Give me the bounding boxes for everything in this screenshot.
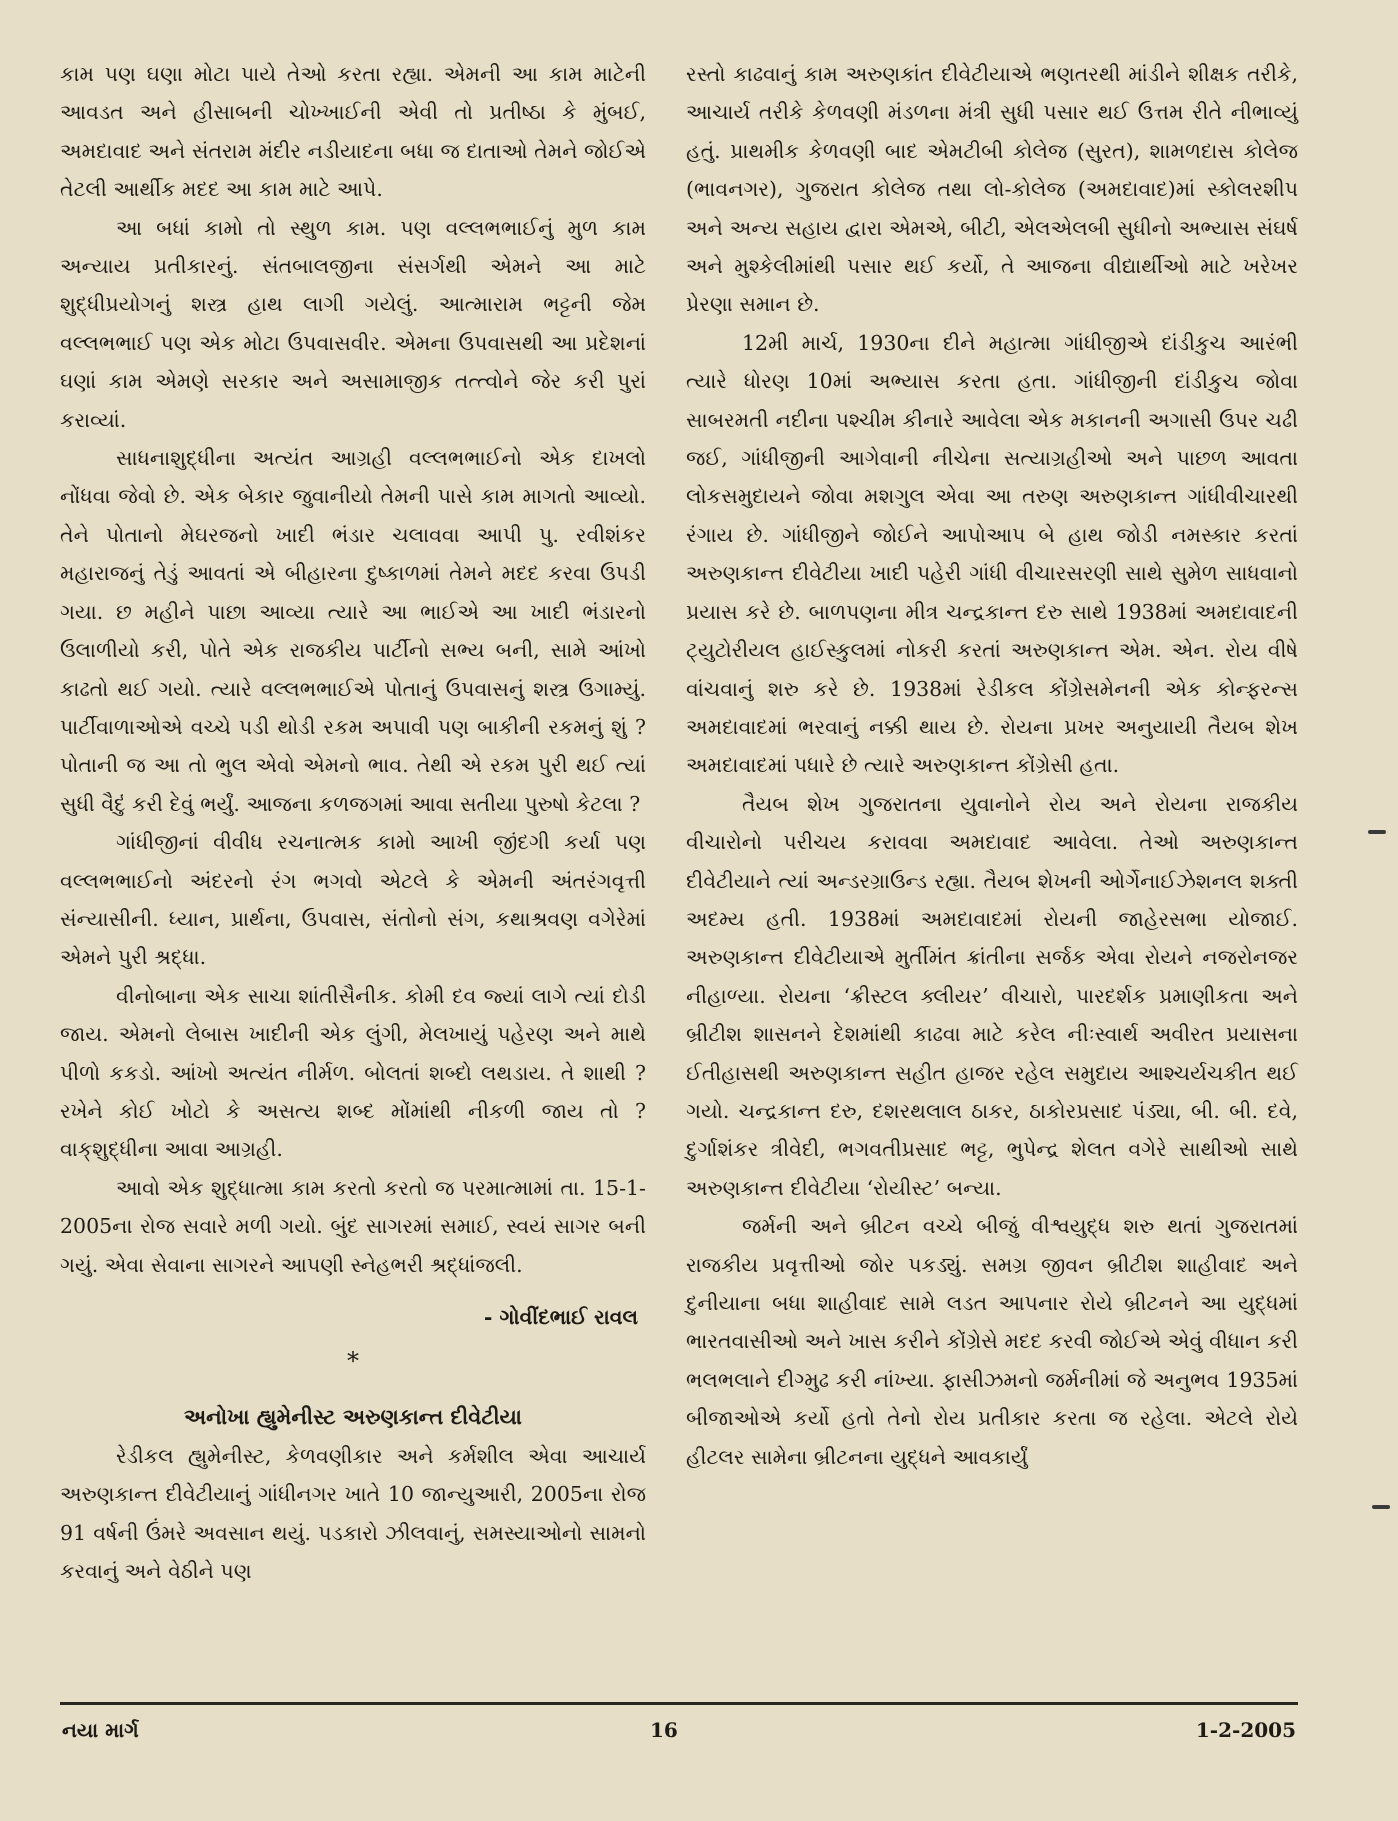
paragraph: રેડીકલ હ્યુમેનીસ્ટ, કેળવણીકાર અને કર્મશીલ એવા આચાર્ય અરુણકાન્ત દીવેટીયાનું ગાંધીનગર ખાતે 10 જાન્યુઆરી, 2005ના રોજ 91 વર્ષની ઉંમરે અવસાન થયું. પડકારો ઝીલવાનું, સમસ્યાઓનો સામનો કરવાનું અને વેઠીને પણ: [60, 1443, 646, 1584]
page-number: 16: [650, 1718, 678, 1742]
paragraph: રસ્તો કાઢવાનું કામ અરુણકાંત દીવેટીયાએ ભણતરથી માંડીને શીક્ષક તરીકે, આચાર્ય તરીકે કેળવણી મંડળના મંત્રી સુધી પસાર થઈ ઉત્તમ રીતે નીભાવ્યું હતું. પ્રાથમીક કેળવણી બાદ એમટીબી કોલેજ (સુરત), શામળદાસ કોલેજ (ભાવનગર), ગુજરાત કોલેજ તથા લો-કોલેજ (અમદાવાદ)માં સ્કોલરશીપ અને અન્ય સહાય દ્વારા એમએ, બીટી, એલએલબી સુધીનો અભ્યાસ સંઘર્ષ અને મુશ્કેલીમાંથી પસાર થઈ કર્યો, તે આજના વીદ્યાર્થીઓ માટે ખરેખર પ્રેરણા સમાન છે.: [686, 62, 1298, 317]
section-separator: *: [347, 1347, 359, 1376]
issue-date: 1-2-2005: [1195, 1718, 1296, 1742]
paragraph: 12મી માર્ચ, 1930ના દીને મહાત્મા ગાંધીજીએ દાંડીકુચ આરંભી ત્યારે ધોરણ 10માં અભ્યાસ કરતા હતા. ગાંધીજીની દાંડીકુચ જોવા સાબરમતી નદીના પશ્ચીમ કીનારે આવેલા એક મકાનની અગાસી ઉપર ચઢી જઈ, ગાંધીજીની આગેવાની નીચેના સત્યાગ્રહીઓ અને પાછળ આવતા લોકસમુદાયને જોવા મશગુલ એવા આ તરુણ અરુણકાન્ત ગાંધીવીચારથી રંગાય છે. ગાંધીજીને જોઈને આપોઆપ બે હાથ જોડી નમસ્કાર કરતાં અરુણકાન્ત દીવેટીયા ખાદી પહેરી ગાંધી વીચારસરણી સાથે સુમેળ સાધવાનો પ્રયાસ કરે છે. બાળપણના મીત્ર ચન્દ્રકાન્ત દરુ સાથે 1938માં અમદાવાદની ટ્યુટોરીયલ હાઈસ્કુલમાં નોકરી કરતાં અરુણકાન્ત એમ. એન. રોય વીષે વાંચવાનું શરુ કરે છે. 1938માં રેડીકલ કોંગ્રેસમેનની એક કોન્ફરન્સ અમદાવાદમાં ભરવાનું નક્કી થાય છે. રોયના પ્રખર અનુયાયી તૈયબ શેખ અમદાવાદમાં પધારે છે ત્યારે અરુણકાન્ત કોંગ્રેસી હતા.: [686, 330, 1298, 778]
paragraph: વીનોબાના એક સાચા શાંતીસૈનીક. કોમી દવ જ્યાં લાગે ત્યાં દોડી જાય. એમનો લેબાસ ખાદીની એક લુંગી, મેલખાયું પહેરણ અને માથે પીળો કકડો. આંખો અત્યંત નીર્મળ. બોલતાં શબ્દો લથડાય. તે શાથી ? રખેને કોઈ ખોટો કે અસત્ય શબ્દ મોંમાંથી નીકળી જાય તો ? વાક્‌શુદ્ધીના આવા આગ્રહી.: [60, 983, 646, 1162]
paragraph: તૈયબ શેખ ગુજરાતના યુવાનોને રોય અને રોયના રાજકીય વીચારોનો પરીચય કરાવવા અમદાવાદ આવેલા. તેઓ અરુણકાન્ત દીવેટીયાને ત્યાં અન્ડરગ્રાઉન્ડ રહ્યા. તૈયબ શેખની ઓર્ગેનાઈઝેશનલ શક્તી અદમ્ય હતી. 1938માં અમદાવાદમાં રોયની જાહેરસભા યોજાઈ. અરુણકાન્ત દીવેટીયાએ મુર્તીમંત ક્રાંતીના સર્જક એવા રોયને નજરોનજર નીહાળ્યા. રોયના ‘ક્રીસ્ટલ ક્લીયર’ વીચારો, પારદર્શક પ્રમાણીકતા અને બ્રીટીશ શાસનને દેશમાંથી કાઢવા માટે કરેલ નીઃસ્વાર્થ અવીરત પ્રયાસના ઈતીહાસથી અરુણકાન્ત સહીત હાજર રહેલ સમુદાય આશ્ચર્યચકીત થઈ ગયો. ચન્દ્રકાન્ત દરુ, દશરથલાલ ઠાકર, ઠાકોરપ્રસાદ પંડ્યા, બી. બી. દવે, દુર્ગાશંકર ત્રીવેદી, ભગવતીપ્રસાદ ભટ્ટ, ભુપેન્દ્ર શેલત વગેરે સાથીઓ સાથે અરુણકાન્ત દીવેટીયા ‘રોયીસ્ટ’ બન્યા.: [686, 791, 1298, 1200]
article-heading: અનોખા હ્યુમેનીસ્ટ અરુણકાન્ત દીવેટીયા: [184, 1404, 522, 1430]
paragraph: ગાંધીજીનાં વીવીધ રચનાત્મક કામો આખી જીંદગી કર્યા પણ વલ્લભભાઈનો અંદરનો રંગ ભગવો એટલે કે એમની અંતરંગવૃત્તી સંન્યાસીની. ધ્યાન, પ્રાર્થના, ઉપવાસ, સંતોનો સંગ, કથાશ્રવણ વગેરેમાં એમને પુરી શ્રદ્ધા.: [60, 830, 646, 970]
paragraph: આ બધાં કામો તો સ્થુળ કામ. પણ વલ્લભભાઈનું મુળ કામ અન્યાય પ્રતીકારનું. સંતબાલજીના સંસર્ગથી એમને આ માટે શુદ્ધીપ્રયોગનું શસ્ત્ર હાથ લાગી ગયેલું. આત્મારામ ભટ્ટની જેમ વલ્લભભાઈ પણ એક મોટા ઉપવાસવીર. એમના ઉપવાસથી આ પ્રદેશનાં ઘણાં કામ એમણે સરકાર અને અસામાજીક તત્ત્વોને જેર કરી પુરાં કરાવ્યાં.: [60, 215, 646, 432]
edge-mark: [1368, 830, 1386, 834]
paragraph: આવો એક શુદ્ધાત્મા કામ કરતો કરતો જ પરમાત્મામાં તા. 15-1-2005ના રોજ સવારે મળી ગયો. બુંદ સાગરમાં સમાઈ, સ્વયં સાગર બની ગયું. એવા સેવાના સાગરને આપણી સ્નેહભરી શ્રદ્ધાંજલી.: [60, 1175, 646, 1277]
paragraph: જર્મની અને બ્રીટન વચ્ચે બીજું વીશ્વયુદ્ધ શરુ થતાં ગુજરાતમાં રાજકીય પ્રવૃત્તીઓ જોર પકડ્યું. સમગ્ર જીવન બ્રીટીશ શાહીવાદ અને દુનીયાના બધા શાહીવાદ સામે લડત આપનાર રોયે બ્રીટનને આ યુદ્ધમાં ભારતવાસીઓ અને ખાસ કરીને કોંગ્રેસે મદદ કરવી જોઈએ એવું વીધાન કરી ભલભલાને દીગ્મુઢ કરી નાંખ્યા. ફાસીઝમનો જર્મનીમાં જે અનુભવ 1935માં બીજાઓએ કર્યો હતો તેનો રોય પ્રતીકાર કરતા જ રહેલા. એટલે રોયે હીટલર સામેના બ્રીટનના યુદ્ધને આવકાર્યું: [686, 1214, 1298, 1469]
paragraph: સાધનાશુદ્ધીના અત્યંત આગ્રહી વલ્લભભાઈનો એક દાખલો નોંધવા જેવો છે. એક બેકાર જુવાનીયો તેમની પાસે કામ માગતો આવ્યો. તેને પોતાનો મેઘરજનો ખાદી ભંડાર ચલાવવા આપી પુ. રવીશંકર મહારાજનું તેડું આવતાં એ બીહારના દુષ્કાળમાં તેમને મદદ કરવા ઉપડી ગયા. છ મહીને પાછા આવ્યા ત્યારે આ ભાઈએ આ ખાદી ભંડારનો ઉલાળીયો કરી, પોતે એક રાજકીય પાર્ટીનો સભ્ય બની, સામે આંખો કાઢતો થઈ ગયો. ત્યારે વલ્લભભાઈએ પોતાનું ઉપવાસનું શસ્ત્ર ઉગામ્યું. પાર્ટીવાળાઓએ વચ્ચે પડી થોડી રકમ અપાવી પણ બાકીની રકમનું શું ? પોતાની જ આ તો ભુલ એવો એમનો ભાવ. તેથી એ રકમ પુરી થઈ ત્યાં સુધી વૈદું કરી દેવું ભર્યું. આજના કળજગમાં આવા સતીયા પુરુષો કેટલા ?: [60, 446, 646, 816]
left-column: [60, 55, 646, 1590]
right-column: [686, 55, 1298, 1476]
publication-name: નયા માર્ગ: [62, 1718, 139, 1742]
edge-mark: [1372, 1505, 1390, 1509]
footer-rule: [60, 1702, 1298, 1705]
author-signature: - ગોવીંદભાઈ રાવલ: [483, 1305, 638, 1329]
paragraph: કામ પણ ઘણા મોટા પાયે તેઓ કરતા રહ્યા. એમની આ કામ માટેની આવડત અને હીસાબની ચોખ્ખાઈની એવી તો પ્રતીષ્ઠા કે મુંબઈ, અમદાવાદ અને સંતરામ મંદીર નડીયાદના બધા જ દાતાઓ તેમને જોઈએ તેટલી આર્થીક મદદ આ કામ માટે આપે.: [60, 62, 646, 202]
